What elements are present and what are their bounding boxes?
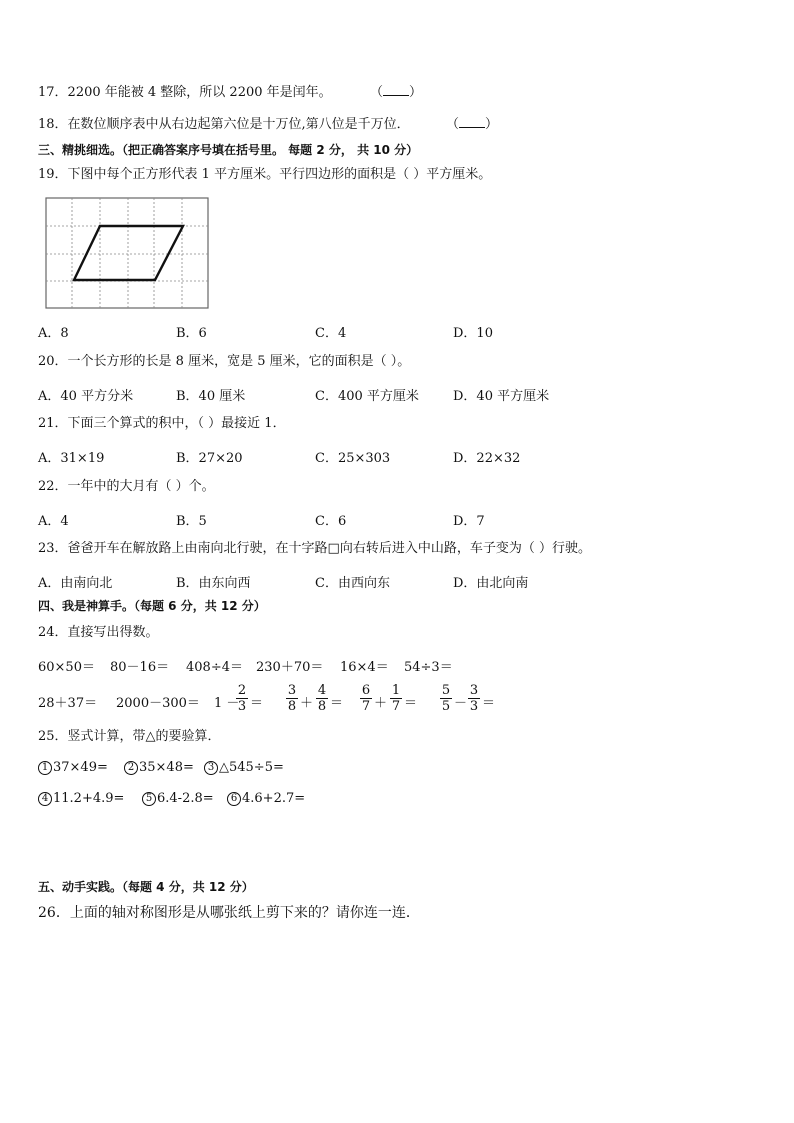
question-24-stem: 24．直接写出得数。 xyxy=(38,625,159,640)
question-18-text: 18．在数位顺序表中从右边起第六位是十万位,第八位是千万位． xyxy=(38,117,410,132)
q24-calc-4: 230＋70＝ xyxy=(256,660,324,675)
question-21-stem: 21．下面三个算式的积中，（ ）最接近 1． xyxy=(38,416,286,431)
q19-option-b[interactable]: B．6 xyxy=(176,326,207,341)
q24-fraction-2a: 3 8 xyxy=(287,683,297,714)
q24-calc-5: 16×4＝ xyxy=(340,660,389,675)
q21-option-c[interactable]: C．25×303 xyxy=(315,451,391,466)
answer-blank-17[interactable] xyxy=(383,84,409,96)
q24-fraction-3b: 1 7 xyxy=(391,683,401,714)
q23-option-a[interactable]: A．由南向北 xyxy=(38,576,113,591)
q23-option-b[interactable]: B．由东向西 xyxy=(176,576,251,591)
parallelogram-shape xyxy=(74,226,183,280)
parallelogram-grid-figure xyxy=(44,196,210,310)
q25-item-6: 6 4.6+2.7= xyxy=(227,791,305,806)
question-23-stem: 23．爸爸开车在解放路上由南向北行驶，在十字路□向右转后进入中山路，车子变为（ ）行驶。 xyxy=(38,541,591,556)
q25-item-4: 4 11.2+4.9= xyxy=(38,791,124,806)
q21-option-a[interactable]: A．31×19 xyxy=(38,451,105,466)
section-4-heading: 四、我是神算手。（每题 6 分，共 12 分） xyxy=(38,599,266,613)
q24-fraction-4a: 5 5 xyxy=(441,683,451,714)
q22-option-a[interactable]: A．4 xyxy=(38,514,69,529)
q19-option-d[interactable]: D．10 xyxy=(453,326,493,341)
question-17-text: 17．2200 年能被 4 整除，所以 2200 年是闰年。 xyxy=(38,85,332,100)
q25-item-5: 5 6.4-2.8= xyxy=(142,791,214,806)
question-17: 17．2200 年能被 4 整除，所以 2200 年是闰年。 （ ） xyxy=(38,85,422,100)
q25-item-3: 3 △545÷5= xyxy=(204,760,284,775)
q24-calc-2: 80－16＝ xyxy=(110,660,170,675)
q20-option-d[interactable]: D．40 平方厘米 xyxy=(453,389,550,404)
q24-fraction-1: 2 3 xyxy=(237,683,247,714)
q23-option-c[interactable]: C．由西向东 xyxy=(315,576,390,591)
q22-option-d[interactable]: D．7 xyxy=(453,514,485,529)
q24-calc-8: 2000－300＝ xyxy=(116,696,200,711)
q25-item-2: 2 35×48= xyxy=(124,760,194,775)
q25-item-1: 1 37×49= xyxy=(38,760,108,775)
q24-calc-6: 54÷3＝ xyxy=(404,660,453,675)
question-26-stem: 26．上面的轴对称图形是从哪张纸上剪下来的？请你连一连． xyxy=(38,905,420,921)
q24-fraction-4b: 3 3 xyxy=(469,683,479,714)
q24-frac1-pre: 1 － xyxy=(214,696,240,711)
q20-option-b[interactable]: B．40 厘米 xyxy=(176,389,246,404)
question-20-stem: 20．一个长方形的长是 8 厘米，宽是 5 厘米，它的面积是（ ）。 xyxy=(38,354,411,369)
section-5-heading: 五、动手实践。（每题 4 分，共 12 分） xyxy=(38,880,254,894)
question-22-stem: 22．一年中的大月有（ ）个。 xyxy=(38,479,215,494)
question-19-stem: 19．下图中每个正方形代表 1 平方厘米。平行四边形的面积是（ ）平方厘米。 xyxy=(38,167,492,182)
q22-option-b[interactable]: B．5 xyxy=(176,514,207,529)
q19-option-a[interactable]: A．8 xyxy=(38,326,69,341)
q20-option-c[interactable]: C．400 平方厘米 xyxy=(315,389,419,404)
q22-option-c[interactable]: C．6 xyxy=(315,514,347,529)
q21-option-b[interactable]: B．27×20 xyxy=(176,451,243,466)
q24-calc-7: 28＋37＝ xyxy=(38,696,98,711)
q21-option-d[interactable]: D．22×32 xyxy=(453,451,521,466)
q24-fraction-3a: 6 7 xyxy=(361,683,371,714)
q24-calc-3: 408÷4＝ xyxy=(186,660,243,675)
question-25-stem: 25．竖式计算，带△的要验算． xyxy=(38,729,221,744)
q20-option-a[interactable]: A．40 平方分米 xyxy=(38,389,134,404)
q24-calc-1: 60×50＝ xyxy=(38,660,95,675)
q24-fraction-2b: 4 8 xyxy=(317,683,327,714)
q19-option-c[interactable]: C．4 xyxy=(315,326,347,341)
answer-blank-18[interactable] xyxy=(459,116,485,128)
q23-option-d[interactable]: D．由北向南 xyxy=(453,576,529,591)
section-3-heading: 三、精挑细选。（把正确答案序号填在括号里。 每题 2 分， 共 10 分） xyxy=(38,143,419,157)
question-18: 18．在数位顺序表中从右边起第六位是十万位,第八位是千万位． （ ） xyxy=(38,117,498,132)
